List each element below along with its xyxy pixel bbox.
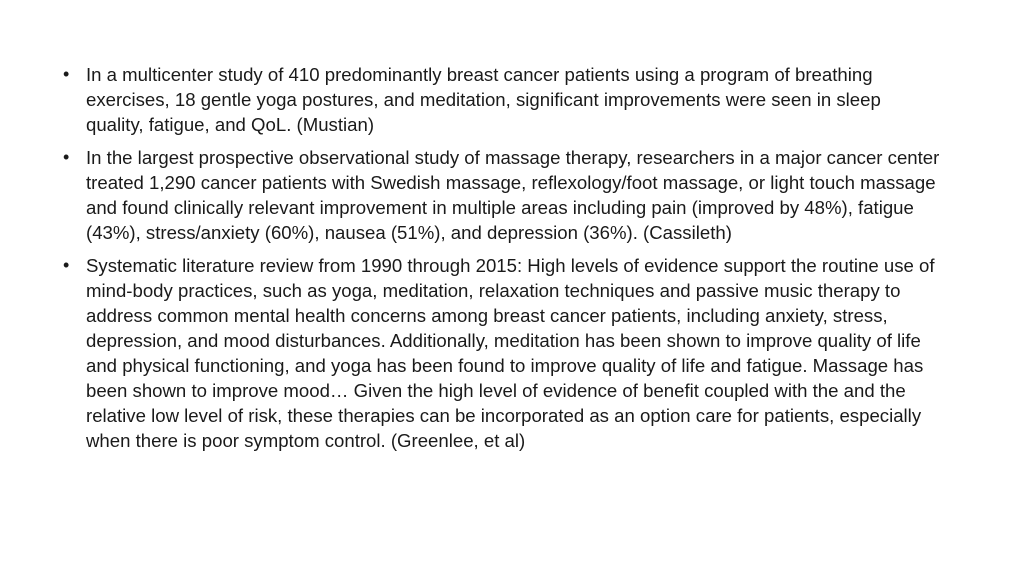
bullet-icon: •: [63, 64, 70, 84]
bullet-text: In the largest prospective observational study of massage therapy, researchers in a major cancer center treated 1,290 cancer patients with Swedish massage, reflexology/foot massage, or light touch massage and found clinically relevant improvement in multiple areas including pain (improved by 48%), fatigue (43%), stress/anxiety (60%), nausea (51%), and depression (36%). (Cassileth): [86, 147, 940, 243]
bullet-text: In a multicenter study of 410 predominantly breast cancer patients using a program of breathing exercises, 18 gentle yoga postures, and meditation, significant improvements were seen in sleep quality, fatigue, and QoL. (Mustian): [86, 64, 881, 135]
bullet-item-mustian: [62, 62, 942, 137]
bullet-text: Systematic literature review from 1990 through 2015: High levels of evidence support the routine use of mind-body practices, such as yoga, meditation, relaxation techniques and passive music therapy to address common mental health concerns among breast cancer patients, including anxiety, stress, depression, and mood disturbances. Additionally, meditation has been shown to improve quality of life and physical functioning, and yoga has been found to improve quality of life and fatigue. Massage has been shown to improve mood… Given the high level of evidence of benefit coupled with the and the relative low level of risk, these therapies can be incorporated as an option care for patients, especially when there is poor symptom control. (Greenlee, et al): [86, 255, 935, 451]
bullet-icon: •: [63, 255, 70, 275]
slide-content: [62, 62, 942, 461]
bullet-list: [62, 62, 942, 453]
bullet-item-cassileth: [62, 145, 942, 245]
bullet-icon: •: [63, 147, 70, 167]
bullet-item-greenlee: [62, 253, 942, 453]
